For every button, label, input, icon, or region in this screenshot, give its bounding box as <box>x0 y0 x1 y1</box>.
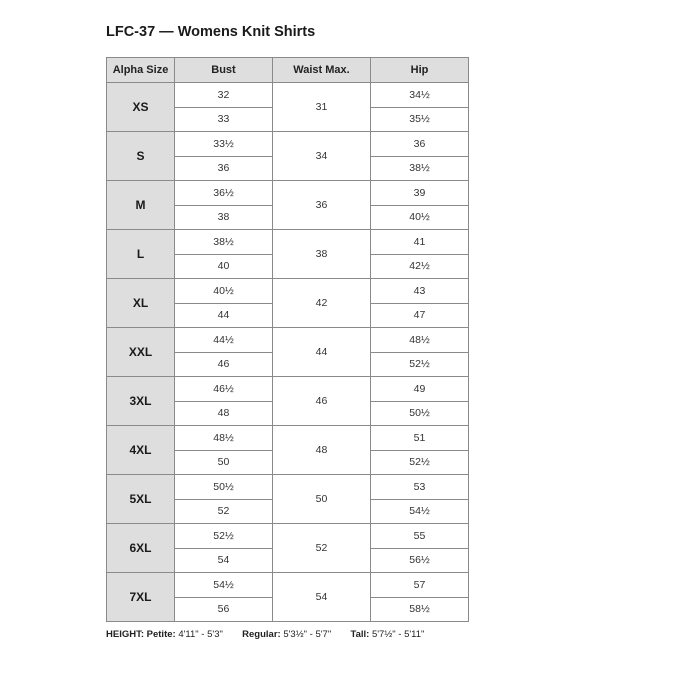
hip-cell: 50½ <box>371 401 469 426</box>
waist-max-cell: 52 <box>273 524 371 573</box>
table-row <box>107 132 469 157</box>
waist-max-cell: 34 <box>273 132 371 181</box>
hip-cell: 43 <box>371 279 469 304</box>
hip-cell: 58½ <box>371 597 469 622</box>
bust-cell: 33½ <box>175 132 273 157</box>
table-row <box>107 181 469 206</box>
bust-cell: 52 <box>175 499 273 524</box>
bust-cell: 38½ <box>175 230 273 255</box>
waist-max-cell: 48 <box>273 426 371 475</box>
size-chart-table <box>106 57 469 622</box>
waist-max-cell: 31 <box>273 83 371 132</box>
alpha-size-cell: 6XL <box>107 524 175 573</box>
bust-cell: 50 <box>175 450 273 475</box>
height-footer <box>106 629 424 640</box>
table-row <box>107 328 469 353</box>
hip-cell: 36 <box>371 132 469 157</box>
table-row <box>107 573 469 598</box>
table-row <box>107 377 469 402</box>
table-row <box>107 230 469 255</box>
alpha-size-cell: XXL <box>107 328 175 377</box>
hip-cell: 52½ <box>371 352 469 377</box>
hip-cell: 56½ <box>371 548 469 573</box>
bust-cell: 56 <box>175 597 273 622</box>
bust-cell: 44½ <box>175 328 273 353</box>
bust-cell: 33 <box>175 107 273 132</box>
waist-max-cell: 54 <box>273 573 371 622</box>
table-body <box>107 83 469 622</box>
bust-cell: 40½ <box>175 279 273 304</box>
waist-max-cell: 42 <box>273 279 371 328</box>
height-label: HEIGHT: <box>106 629 144 640</box>
alpha-size-cell: 7XL <box>107 573 175 622</box>
header-hip: Hip <box>371 58 469 83</box>
bust-cell: 46½ <box>175 377 273 402</box>
alpha-size-cell: M <box>107 181 175 230</box>
hip-cell: 57 <box>371 573 469 598</box>
bust-cell: 50½ <box>175 475 273 500</box>
alpha-size-cell: 5XL <box>107 475 175 524</box>
hip-cell: 35½ <box>371 107 469 132</box>
hip-cell: 53 <box>371 475 469 500</box>
bust-cell: 54½ <box>175 573 273 598</box>
hip-cell: 40½ <box>371 205 469 230</box>
hip-cell: 48½ <box>371 328 469 353</box>
tall-label: Tall: <box>350 629 370 640</box>
hip-cell: 42½ <box>371 254 469 279</box>
waist-max-cell: 38 <box>273 230 371 279</box>
regular-value: 5'3½" - 5'7" <box>283 629 332 640</box>
alpha-size-cell: 4XL <box>107 426 175 475</box>
petite-label: Petite: <box>146 629 176 640</box>
hip-cell: 47 <box>371 303 469 328</box>
tall-value: 5'7½" - 5'11" <box>371 629 425 640</box>
hip-cell: 38½ <box>371 156 469 181</box>
regular-label: Regular: <box>242 629 281 640</box>
hip-cell: 55 <box>371 524 469 549</box>
alpha-size-cell: L <box>107 230 175 279</box>
bust-cell: 44 <box>175 303 273 328</box>
alpha-size-cell: XL <box>107 279 175 328</box>
petite-value: 4'11" - 5'3" <box>178 629 223 640</box>
hip-cell: 49 <box>371 377 469 402</box>
bust-cell: 54 <box>175 548 273 573</box>
bust-cell: 48½ <box>175 426 273 451</box>
alpha-size-cell: 3XL <box>107 377 175 426</box>
bust-cell: 36½ <box>175 181 273 206</box>
waist-max-cell: 44 <box>273 328 371 377</box>
bust-cell: 38 <box>175 205 273 230</box>
bust-cell: 46 <box>175 352 273 377</box>
bust-cell: 32 <box>175 83 273 108</box>
header-bust: Bust <box>175 58 273 83</box>
waist-max-cell: 50 <box>273 475 371 524</box>
bust-cell: 52½ <box>175 524 273 549</box>
hip-cell: 54½ <box>371 499 469 524</box>
alpha-size-cell: S <box>107 132 175 181</box>
hip-cell: 34½ <box>371 83 469 108</box>
table-row <box>107 475 469 500</box>
header-waist-max: Waist Max. <box>273 58 371 83</box>
bust-cell: 36 <box>175 156 273 181</box>
hip-cell: 51 <box>371 426 469 451</box>
table-row <box>107 426 469 451</box>
alpha-size-cell: XS <box>107 83 175 132</box>
bust-cell: 40 <box>175 254 273 279</box>
waist-max-cell: 46 <box>273 377 371 426</box>
bust-cell: 48 <box>175 401 273 426</box>
table-row <box>107 279 469 304</box>
table-header-row <box>107 58 469 83</box>
hip-cell: 52½ <box>371 450 469 475</box>
hip-cell: 39 <box>371 181 469 206</box>
header-alpha-size: Alpha Size <box>107 58 175 83</box>
page-title: LFC-37 — Womens Knit Shirts <box>106 24 316 40</box>
table-row <box>107 524 469 549</box>
table-row <box>107 83 469 108</box>
hip-cell: 41 <box>371 230 469 255</box>
waist-max-cell: 36 <box>273 181 371 230</box>
